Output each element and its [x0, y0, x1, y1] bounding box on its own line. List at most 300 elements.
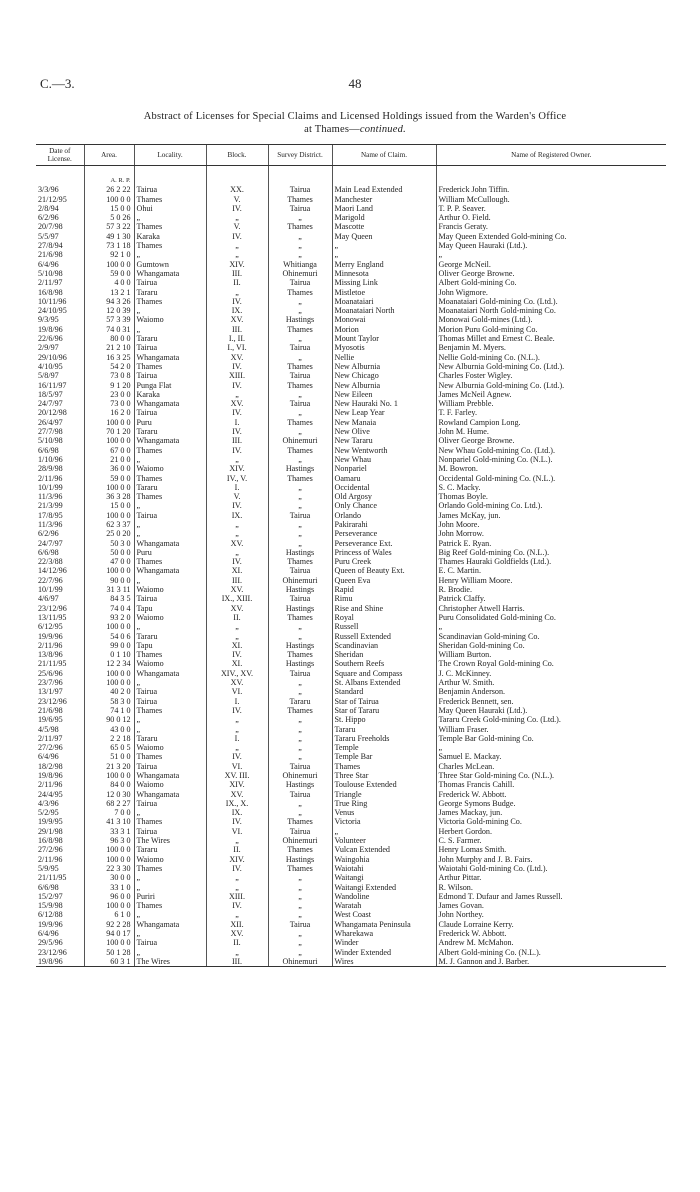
claim-cell: „ [332, 241, 436, 250]
owner-cell: Nellie Gold-mining Co. (N.L.). [436, 353, 666, 362]
date-cell: 6/4/96 [38, 259, 59, 269]
district-cell: Thames [268, 613, 332, 622]
date-cell: 16/11/97 [38, 380, 67, 390]
block-cell: XIII. [206, 892, 268, 901]
owner-cell: New Alburnia Gold-mining Co. (Ltd.). [436, 362, 666, 371]
date-cell: 21/11/95 [38, 873, 67, 883]
claim-cell: St. Hippo [332, 715, 436, 724]
table-row [36, 715, 666, 724]
date-cell: 4/3/96 [38, 798, 59, 808]
locality-cell: Thames [134, 752, 206, 761]
owner-cell: The Crown Royal Gold-mining Co. [436, 659, 666, 668]
locality-cell: Whangamata [134, 269, 206, 278]
locality-cell: Gumtown [134, 260, 206, 269]
district-cell: „ [268, 529, 332, 538]
locality-cell: Tararu [134, 632, 206, 641]
table-row [36, 269, 666, 278]
table-header-row [36, 145, 666, 166]
claim-cell: Toulouse Extended [332, 780, 436, 789]
locality-cell: Thames [134, 557, 206, 566]
date-cell: 23/12/96 [38, 696, 67, 706]
date-cell: 5/2/95 [38, 808, 59, 818]
locality-cell: Tairua [134, 938, 206, 947]
district-cell: Thames [268, 817, 332, 826]
locality-cell: Tairua [134, 594, 206, 603]
claim-cell: Winder [332, 938, 436, 947]
district-cell: „ [268, 725, 332, 734]
block-cell: I. [206, 418, 268, 427]
locality-cell: „ [134, 250, 206, 259]
date-cell: 19/8/96 [38, 771, 63, 780]
table-row [36, 353, 666, 362]
block-cell: IV. [206, 650, 268, 659]
block-cell: XV. [206, 790, 268, 799]
date-cell: 13/1/97 [38, 687, 63, 697]
owner-cell: Charles Foster Wigley. [436, 371, 666, 380]
area-cell: 5 0 26 [84, 213, 134, 222]
area-cell: 90 0 12 [84, 715, 134, 724]
locality-cell: Tararu [134, 734, 206, 743]
area-units-row [36, 166, 666, 186]
table-row [36, 529, 666, 538]
locality-cell: „ [134, 325, 206, 334]
locality-cell: Thames [134, 474, 206, 483]
table-row [36, 566, 666, 575]
table-row [36, 390, 666, 399]
claim-cell: Pakirarahi [332, 520, 436, 529]
district-cell: Thames [268, 446, 332, 455]
block-cell: III. [206, 576, 268, 585]
block-cell: I. [206, 734, 268, 743]
date-cell: 24/4/95 [38, 789, 63, 799]
district-cell: „ [268, 297, 332, 306]
district-cell: Ohinemuri [268, 576, 332, 585]
date-cell: 16/8/98 [38, 287, 63, 297]
table-row [36, 325, 666, 334]
owner-cell: Albert Gold-mining Co. (N.L.). [436, 948, 666, 957]
block-cell: XIV. [206, 260, 268, 269]
area-cell: 16 2 0 [84, 408, 134, 417]
area-cell: 92 1 0 [84, 250, 134, 259]
district-cell: „ [268, 883, 332, 892]
owner-cell: Three Star Gold-mining Co. (N.L.). [436, 771, 666, 780]
table-row [36, 734, 666, 743]
district-cell: „ [268, 808, 332, 817]
area-cell: 33 3 1 [84, 827, 134, 836]
locality-cell: „ [134, 873, 206, 882]
owner-cell: James Govan. [436, 901, 666, 910]
locality-cell: Karaka [134, 390, 206, 399]
locality-cell: Thames [134, 901, 206, 910]
district-cell: Thames [268, 325, 332, 334]
district-cell: Ohinemuri [268, 771, 332, 780]
owner-cell: Monowai Gold-mines (Ltd.). [436, 315, 666, 324]
area-cell: 26 2 22 [84, 185, 134, 194]
locality-cell: „ [134, 808, 206, 817]
title-line-1: Abstract of Licenses for Special Claims and Licensed Holdings issued from the Warden's Office [143, 111, 567, 122]
district-cell: Thames [268, 381, 332, 390]
block-cell: IX., X. [206, 799, 268, 808]
block-cell: „ [206, 715, 268, 724]
district-cell: Tairua [268, 278, 332, 287]
empty-cell [332, 166, 436, 186]
owner-cell: William Burton. [436, 650, 666, 659]
date-cell: 4/5/98 [38, 724, 59, 734]
area-cell: 0 1 10 [84, 650, 134, 659]
date-cell: 24/10/95 [38, 306, 67, 316]
claim-cell: Nonpariel [332, 464, 436, 473]
block-cell: XI. [206, 659, 268, 668]
owner-cell: Frederick W. Abbott. [436, 929, 666, 938]
owner-cell: May Queen Hauraki (Ltd.). [436, 706, 666, 715]
owner-cell: William McCullough. [436, 195, 666, 204]
owner-cell: Patrick E. Ryan. [436, 539, 666, 548]
owner-cell: Moanataiari North Gold-mining Co. [436, 306, 666, 315]
empty-cell [134, 166, 206, 186]
block-cell: XV. [206, 604, 268, 613]
locality-cell: Thames [134, 222, 206, 231]
date-cell: 21/11/95 [38, 659, 67, 669]
table-row [36, 381, 666, 390]
area-cell: 100 0 0 [84, 566, 134, 575]
block-cell: „ [206, 213, 268, 222]
locality-cell: „ [134, 910, 206, 919]
district-cell: Hastings [268, 315, 332, 324]
owner-cell: Tararu Creek Gold-mining Co. (Ltd.). [436, 715, 666, 724]
table-row [36, 213, 666, 222]
district-cell: „ [268, 622, 332, 631]
district-cell: Hastings [268, 604, 332, 613]
block-cell: „ [206, 529, 268, 538]
date-cell: 5/10/98 [38, 436, 63, 446]
claim-cell: Star of Tairua [332, 697, 436, 706]
area-cell: 21 3 20 [84, 762, 134, 771]
locality-cell: Tairua [134, 827, 206, 836]
table-row [36, 790, 666, 799]
district-cell: Tairua [268, 343, 332, 352]
claim-cell: Minnesota [332, 269, 436, 278]
locality-cell: „ [134, 501, 206, 510]
locality-cell: Tararu [134, 845, 206, 854]
date-cell: 20/12/98 [38, 408, 67, 418]
owner-cell: John Wigmore. [436, 288, 666, 297]
district-cell: „ [268, 492, 332, 501]
date-cell: 5/9/95 [38, 863, 59, 873]
block-cell: IV. [206, 408, 268, 417]
owner-cell: Samuel E. Mackay. [436, 752, 666, 761]
claim-cell: Perseverance Ext. [332, 539, 436, 548]
block-cell: XV. [206, 678, 268, 687]
date-cell: 23/7/96 [38, 678, 63, 688]
area-cell: 80 0 0 [84, 334, 134, 343]
block-cell: I., VI. [206, 343, 268, 352]
district-cell: Thames [268, 845, 332, 854]
owner-cell: T. F. Farley. [436, 408, 666, 417]
area-units: A. R. P. [84, 166, 134, 186]
district-cell: „ [268, 687, 332, 696]
block-cell: „ [206, 520, 268, 529]
col-header-date: Date of License. [36, 145, 84, 166]
claim-cell: New Hauraki No. 1 [332, 399, 436, 408]
area-cell: 33 1 0 [84, 883, 134, 892]
locality-cell: Tairua [134, 408, 206, 417]
col-header-area: Area. [84, 145, 134, 166]
claim-cell: Rimu [332, 594, 436, 603]
col-header-owner: Name of Registered Owner. [436, 145, 666, 166]
col-header-block: Block. [206, 145, 268, 166]
district-cell: Thames [268, 288, 332, 297]
table-row [36, 901, 666, 910]
locality-cell: „ [134, 455, 206, 464]
claim-cell: Moanataiari [332, 297, 436, 306]
claim-cell: Orlando [332, 511, 436, 520]
area-cell: 100 0 0 [84, 260, 134, 269]
locality-cell: Tararu [134, 427, 206, 436]
block-cell: „ [206, 455, 268, 464]
district-cell: Hastings [268, 659, 332, 668]
district-cell: „ [268, 873, 332, 882]
district-cell: „ [268, 901, 332, 910]
area-cell: 73 0 8 [84, 371, 134, 380]
claim-cell: Standard [332, 687, 436, 696]
owner-cell: S. C. Macky. [436, 483, 666, 492]
table-row [36, 669, 666, 678]
claim-cell: „ [332, 250, 436, 259]
locality-cell: Whangamata [134, 669, 206, 678]
area-cell: 59 0 0 [84, 474, 134, 483]
area-cell: 74 0 31 [84, 325, 134, 334]
owner-cell: Andrew M. McMahon. [436, 938, 666, 947]
locality-cell: Whangamata [134, 539, 206, 548]
locality-cell: Thames [134, 706, 206, 715]
district-cell: Tairua [268, 566, 332, 575]
claim-cell: Manchester [332, 195, 436, 204]
owner-cell: Arthur Pittar. [436, 873, 666, 882]
locality-cell: Thames [134, 864, 206, 873]
locality-cell: Tapu [134, 604, 206, 613]
table-row [36, 464, 666, 473]
district-cell: Hastings [268, 855, 332, 864]
area-cell: 70 1 20 [84, 427, 134, 436]
district-cell: „ [268, 715, 332, 724]
district-cell: Tairua [268, 827, 332, 836]
table-row [36, 585, 666, 594]
date-cell: 14/12/96 [38, 566, 67, 576]
owner-cell: T. P. P. Seaver. [436, 204, 666, 213]
locality-cell: Waiomo [134, 613, 206, 622]
block-cell: II. [206, 278, 268, 287]
claim-cell: New Whau [332, 455, 436, 464]
area-cell: 50 0 0 [84, 548, 134, 557]
table-row [36, 297, 666, 306]
owner-cell: Nonpariel Gold-mining Co. (N.L.). [436, 455, 666, 464]
claim-cell: Triangle [332, 790, 436, 799]
area-cell: 30 0 0 [84, 873, 134, 882]
title-line-2-text: at Thames— [304, 124, 360, 135]
table-row [36, 808, 666, 817]
owner-cell: James McNeil Agnew. [436, 390, 666, 399]
block-cell: I. [206, 697, 268, 706]
claim-cell: Russell [332, 622, 436, 631]
locality-cell: Tairua [134, 762, 206, 771]
table-row [36, 938, 666, 947]
date-cell: 6/4/96 [38, 929, 59, 939]
district-cell: Thames [268, 650, 332, 659]
claim-cell: Vulcan Extended [332, 845, 436, 854]
claim-cell: Sheridan [332, 650, 436, 659]
date-cell: 24/7/97 [38, 399, 63, 409]
locality-cell: „ [134, 715, 206, 724]
date-cell: 2/11/96 [38, 640, 63, 650]
district-cell: Thames [268, 362, 332, 371]
claim-cell: Queen of Beauty Ext. [332, 566, 436, 575]
area-cell: 60 3 1 [84, 957, 134, 967]
date-cell: 15/9/98 [38, 901, 63, 911]
block-cell: IV. [206, 817, 268, 826]
block-cell: II. [206, 845, 268, 854]
area-cell: 96 3 0 [84, 836, 134, 845]
claim-cell: Three Star [332, 771, 436, 780]
district-cell: „ [268, 427, 332, 436]
locality-cell: Puru [134, 548, 206, 557]
area-cell: 43 0 0 [84, 725, 134, 734]
district-cell: Thames [268, 474, 332, 483]
owner-cell: Francis Geraty. [436, 222, 666, 231]
owner-cell: M. J. Gannon and J. Barber. [436, 957, 666, 967]
table-row [36, 250, 666, 259]
locality-cell: Waiomo [134, 743, 206, 752]
owner-cell: C. S. Farmer. [436, 836, 666, 845]
district-cell: Tairua [268, 511, 332, 520]
table-row [36, 548, 666, 557]
date-cell: 6/6/98 [38, 547, 59, 557]
table-row [36, 632, 666, 641]
table-row [36, 697, 666, 706]
area-cell: 100 0 0 [84, 855, 134, 864]
owner-cell: George McNeil. [436, 260, 666, 269]
block-cell: XIV. [206, 780, 268, 789]
owner-cell: Occidental Gold-mining Co. (N.L.). [436, 474, 666, 483]
district-cell: Thames [268, 222, 332, 231]
owner-cell: Sheridan Gold-mining Co. [436, 641, 666, 650]
district-cell: Hastings [268, 780, 332, 789]
area-cell: 2 2 18 [84, 734, 134, 743]
claim-cell: Wharekawa [332, 929, 436, 938]
claim-cell: Princess of Wales [332, 548, 436, 557]
district-cell: „ [268, 632, 332, 641]
owner-cell: J. C. McKinney. [436, 669, 666, 678]
date-cell: 2/11/97 [38, 733, 63, 743]
owner-cell: Christopher Atwell Harris. [436, 604, 666, 613]
area-cell: 100 0 0 [84, 195, 134, 204]
area-cell: 84 3 5 [84, 594, 134, 603]
district-cell: „ [268, 408, 332, 417]
claim-cell: Rapid [332, 585, 436, 594]
owner-cell: Victoria Gold-mining Co. [436, 817, 666, 826]
date-cell: 16/8/98 [38, 836, 63, 846]
owner-cell: Charles McLean. [436, 762, 666, 771]
claim-cell: Waitangi Extended [332, 883, 436, 892]
block-cell: XIV. [206, 855, 268, 864]
block-cell: III. [206, 269, 268, 278]
locality-cell: Tairua [134, 343, 206, 352]
date-cell: 6/12/95 [38, 622, 63, 632]
table-row [36, 427, 666, 436]
block-cell: „ [206, 725, 268, 734]
owner-cell: E. C. Martin. [436, 566, 666, 575]
claim-cell: May Queen [332, 232, 436, 241]
table-row [36, 659, 666, 668]
locality-cell: Whangamata [134, 399, 206, 408]
date-cell: 27/2/96 [38, 845, 63, 855]
date-cell: 2/11/96 [38, 473, 63, 483]
empty-cell [206, 166, 268, 186]
area-cell: 22 3 30 [84, 864, 134, 873]
area-cell: 4 0 0 [84, 278, 134, 287]
locality-cell: Thames [134, 817, 206, 826]
owner-cell: R. Brodie. [436, 585, 666, 594]
empty-cell [36, 166, 84, 186]
block-cell: I., II. [206, 334, 268, 343]
claim-cell: Victoria [332, 817, 436, 826]
block-cell: IV. [206, 706, 268, 715]
table-row [36, 920, 666, 929]
block-cell: IV. [206, 427, 268, 436]
claim-cell: Star of Tararu [332, 706, 436, 715]
table-row [36, 687, 666, 696]
claim-cell: Winder Extended [332, 948, 436, 957]
owner-cell: Arthur O. Field. [436, 213, 666, 222]
district-cell: „ [268, 353, 332, 362]
locality-cell: Tairua [134, 278, 206, 287]
block-cell: I. [206, 483, 268, 492]
claim-cell: Tararu Freeholds [332, 734, 436, 743]
table-row [36, 241, 666, 250]
date-cell: 11/3/96 [38, 492, 63, 502]
date-cell: 6/2/96 [38, 213, 59, 223]
claim-cell: Main Lead Extended [332, 185, 436, 194]
block-cell: „ [206, 250, 268, 259]
locality-cell: Waiomo [134, 585, 206, 594]
locality-cell: Thames [134, 195, 206, 204]
area-cell: 13 2 1 [84, 288, 134, 297]
block-cell: VI. [206, 827, 268, 836]
claim-cell: New Alburnia [332, 381, 436, 390]
block-cell: IV. [206, 297, 268, 306]
locality-cell: Waiomo [134, 464, 206, 473]
locality-cell: Whangamata [134, 771, 206, 780]
district-cell: Ohinemuri [268, 836, 332, 845]
table-row [36, 799, 666, 808]
page-number: 48 [348, 76, 362, 91]
area-cell: 49 1 30 [84, 232, 134, 241]
locality-cell: „ [134, 576, 206, 585]
area-cell: 90 0 0 [84, 576, 134, 585]
table-row [36, 576, 666, 585]
area-cell: 99 0 0 [84, 641, 134, 650]
district-cell: Hastings [268, 641, 332, 650]
claim-cell: Oamaru [332, 474, 436, 483]
area-cell: 47 0 0 [84, 557, 134, 566]
table-row [36, 725, 666, 734]
block-cell: XI. [206, 641, 268, 650]
area-cell: 15 0 0 [84, 204, 134, 213]
block-cell: IV. [206, 362, 268, 371]
claim-cell: Perseverance [332, 529, 436, 538]
district-cell: „ [268, 390, 332, 399]
area-cell: 74 1 0 [84, 706, 134, 715]
table-row [36, 780, 666, 789]
